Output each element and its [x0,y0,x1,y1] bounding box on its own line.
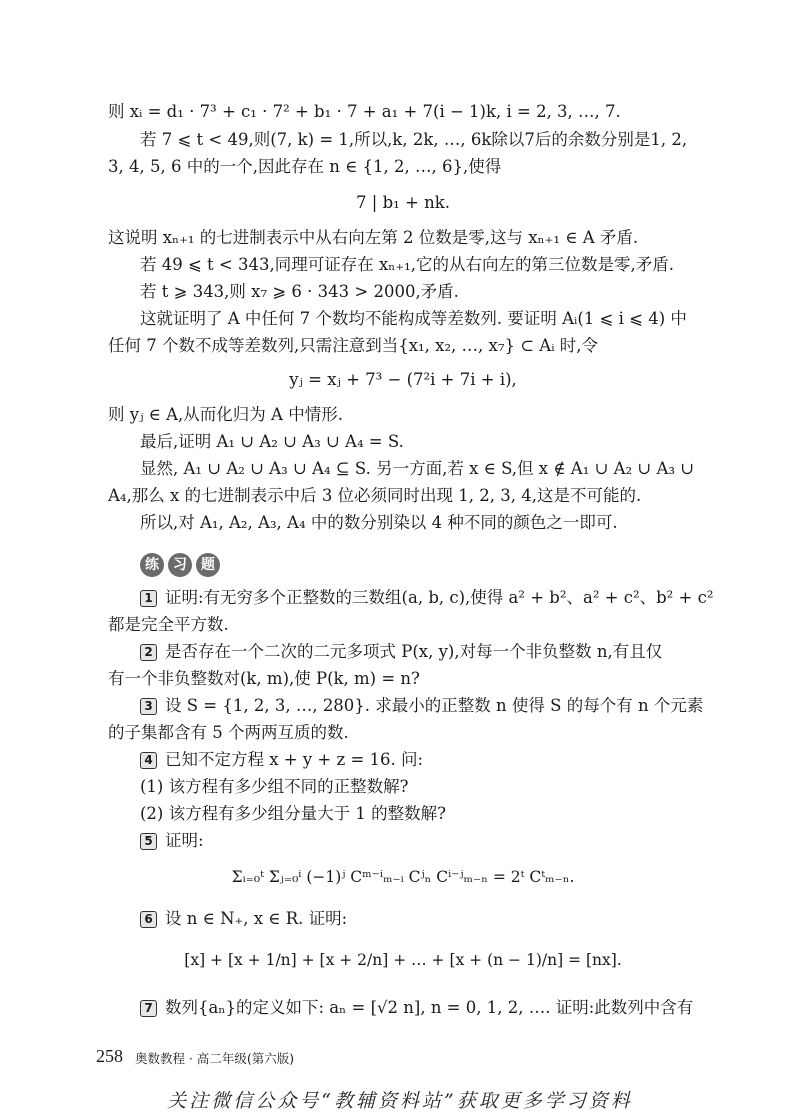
section-title-char: 习 [168,553,192,577]
exercise-text: 的子集都含有 5 个两两互质的数. [108,723,349,742]
formula-yj: yⱼ = xⱼ + 7³ − (7²i + 7i + i), [289,370,517,389]
exercise-number-badge: 4 [140,752,157,769]
exercise-text: 证明: [165,831,204,850]
section-title-exercises [140,553,220,577]
exercise-number-badge: 5 [140,833,157,850]
exercise-number-badge: 3 [140,698,157,715]
exercise-number-badge: 1 [140,590,157,607]
body-line: 若 7 ⩽ t < 49,则(7, k) = 1,所以,k, 2k, …, 6k除以7后的余数分别是1, 2, [140,130,688,149]
page-number: 258 [96,1046,123,1066]
body-line: 3, 4, 5, 6 中的一个,因此存在 n ∈ {1, 2, …, 6},使得 [108,157,502,176]
exercise-6 [140,907,730,931]
formula-double-sum: Σᵢ₌₀ᵗ Σⱼ₌₀ⁱ (−1)ʲ Cᵐ⁻ⁱₘ₋ᵢ Cʲₙ Cⁱ⁻ʲₘ₋ₙ = 2ᵗ Cᵗₘ₋ₙ. [231,868,575,886]
watermark-text: 关注微信公众号“教辅资料站”获取更多学习资料 [167,1090,633,1112]
body-line: 则 xᵢ = d₁ · 7³ + c₁ · 7² + b₁ · 7 + a₁ + 7(i − 1)k, i = 2, 3, …, 7. [108,102,621,121]
section-title-char: 练 [140,553,164,577]
body-line: 这就证明了 A 中任何 7 个数均不能构成等差数列. 要证明 Aᵢ(1 ⩽ i ⩽ 4) 中 [140,309,687,328]
formula-divisibility: 7 | b₁ + nk. [356,193,450,212]
exercise-text: 有一个非负整数对(k, m),使 P(k, m) = n? [108,669,420,688]
exercise-3 [140,694,730,718]
formula-floor-sum: [x] + [x + 1/n] + [x + 2/n] + … + [x + (n − 1)/n] = [nx]. [184,951,622,969]
exercise-subquestion: (1) 该方程有多少组不同的正整数解? [140,777,409,796]
body-line: 若 t ⩾ 343,则 x₇ ⩾ 6 · 343 > 2000,矛盾. [140,282,459,301]
exercise-number-badge: 7 [140,1000,157,1017]
exercise-text: 证明:有无穷多个正整数的三数组(a, b, c),使得 a² + b²、a² + c²、b² + c² [165,588,714,607]
body-line: 则 yⱼ ∈ A,从而化归为 A 中情形. [108,405,343,424]
body-line: 所以,对 A₁, A₂, A₃, A₄ 中的数分别染以 4 种不同的颜色之一即可. [140,513,618,532]
exercise-2 [140,640,730,664]
exercise-text: 已知不定方程 x + y + z = 16. 问: [165,750,424,769]
body-line: 最后,证明 A₁ ∪ A₂ ∪ A₃ ∪ A₄ = S. [140,432,404,451]
book-title: 奥数教程 · 高二年级(第六版) [135,1051,295,1066]
section-title-char: 题 [196,553,220,577]
exercise-5 [140,829,730,853]
body-line: 任何 7 个数不成等差数列,只需注意到当{x₁, x₂, …, x₇} ⊂ Aᵢ 时,令 [108,336,598,355]
body-line: 若 49 ⩽ t < 343,同理可证存在 xₙ₊₁,它的从右向左的第三位数是零,矛盾. [140,255,674,274]
exercise-number-badge: 6 [140,911,157,928]
exercise-subquestion: (2) 该方程有多少组分量大于 1 的整数解? [140,804,446,823]
exercise-text: 都是完全平方数. [108,615,229,634]
exercise-text: 数列{aₙ}的定义如下: aₙ = [√2 n], n = 0, 1, 2, …. 证明:此数列中含有 [165,998,694,1017]
body-line: 显然, A₁ ∪ A₂ ∪ A₃ ∪ A₄ ⊆ S. 另一方面,若 x ∈ S,但 x ∉ A₁ ∪ A₂ ∪ A₃ ∪ [140,459,695,478]
exercise-text: 设 S = {1, 2, 3, …, 280}. 求最小的正整数 n 使得 S 的每个有 n 个元素 [165,696,704,715]
body-line: 这说明 xₙ₊₁ 的七进制表示中从右向左第 2 位数是零,这与 xₙ₊₁ ∈ A 矛盾. [108,228,639,247]
exercise-number-badge: 2 [140,644,157,661]
body-line: A₄,那么 x 的七进制表示中后 3 位必须同时出现 1, 2, 3, 4,这是不可能的. [108,486,642,505]
exercise-7 [140,996,730,1020]
exercise-text: 设 n ∈ N₊, x ∈ R. 证明: [165,909,348,928]
exercise-1 [140,586,730,610]
exercise-text: 是否存在一个二次的二元多项式 P(x, y),对每一个非负整数 n,有且仅 [165,642,663,661]
exercise-4 [140,748,730,772]
